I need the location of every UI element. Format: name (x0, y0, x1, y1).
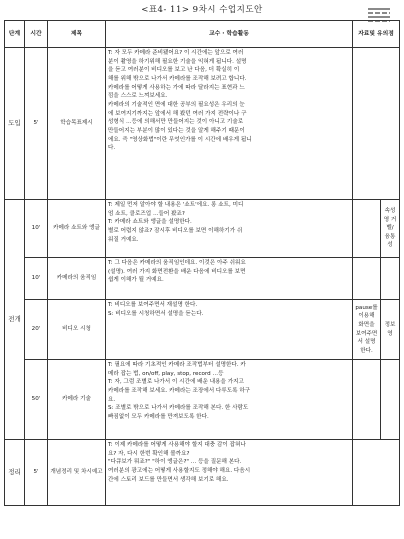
subject-cell: 학습목표제시 (48, 48, 106, 200)
process-line: 을 듣고 여러분이 비디오를 보고 난 다음, 더 확실히 이 (108, 67, 240, 74)
process-line: 빠짐없이 모두 카메라를 만져보도록 한다. (108, 413, 209, 420)
process-line: T: 자 모두 카메라 준비됐어요? 이 시간에는 앞으로 여러 (108, 50, 244, 56)
process-line: T: 그 다음은 카메라의 움직임인데요. 이것은 아주 쉬워요 (108, 260, 246, 266)
process-line: 요? 자, 다시 한번 확인해 볼까요? (108, 450, 190, 457)
stage-intro: 도입 (5, 48, 25, 200)
time-cell: 20' (25, 300, 48, 360)
stage-close: 정리 (5, 440, 25, 506)
materials-cell (353, 258, 381, 300)
time-cell: 5' (25, 440, 48, 506)
process-cell (106, 440, 353, 506)
table-row (5, 48, 400, 200)
process-line: 쉽게 이해가 될 거예요. (108, 277, 164, 284)
time-cell: 10' (25, 200, 48, 258)
process-line: 별로 어렵지 않죠? 잠시후 비디오를 보면 이해하기가 쉬 (108, 227, 243, 234)
process-cell (106, 360, 353, 440)
process-line: 해를 위해 밖으로 나가서 카메라를 조작해 보려고 합니다. (108, 75, 247, 82)
time-cell: 5' (25, 48, 48, 200)
header-time: 시간 (25, 21, 48, 48)
process-line: 엄 쇼트, 클로즈업 …들어 봤죠? (108, 210, 185, 217)
header-materials: 자료및 유의점 (353, 21, 400, 48)
subject-cell: 카메라 기술 (48, 360, 106, 440)
materials-cell (353, 360, 381, 440)
process-line: 카메라를 조작해 보세요. 카메라는 조장에서 다루도록 하구 (108, 387, 251, 394)
table-row (5, 258, 400, 300)
process-line: T: 카메라 쇼트와 앵글을 설명한다. (108, 219, 192, 226)
materials-cell (353, 440, 400, 506)
materials-cell (381, 360, 400, 440)
subject-cell: 카메라의 움직임 (48, 258, 106, 300)
process-cell (106, 200, 353, 258)
materials-cell: pause를 이용해 화면을 보여주면서 설명한다. (353, 300, 381, 360)
process-line: 간에 스토리 보드를 만들면서 생각해 보기로 해요. (108, 476, 229, 483)
subject-cell: 개념정리 및 차시예고 (48, 440, 106, 506)
process-line: 에요. 즉 "영상화법"이란 무엇인가를 이 시간에 배우게 됩니 (108, 136, 252, 143)
process-line: 워질 거예요. (108, 236, 139, 243)
subject-cell: 카메라 쇼트와 앵글 (48, 200, 106, 258)
process-line: 카메라의 기술적인 면에 대한 공부의 필요성은 우리의 눈 (108, 101, 245, 108)
page-title: <표4- 11> 9차시 수업지도안 (141, 5, 263, 15)
process-line: 다. (108, 145, 116, 152)
process-line: 낌을 스스로 느껴보세요. (108, 93, 168, 100)
process-line: 분이 촬영을 하기위해 필요한 기술을 익혀게 됩니다. 설명 (108, 58, 247, 65)
process-line: T: 비디오를 보여주면서 재설명 한다. (108, 302, 198, 308)
process-cell (106, 48, 353, 200)
process-line: 에 보여지기까지는 앞에서 해 봤던 여러 가지 전략이나 구 (108, 110, 247, 117)
materials-cell (353, 48, 400, 200)
process-line: T: 자, 그럼 조별로 나가서 이 시간에 배운 내용을 가지고 (108, 379, 244, 386)
process-line: 메라 잡는 법, on/off, play, stop, record …등 (108, 370, 224, 377)
table-row (5, 440, 400, 506)
header-subject: 제목 (48, 21, 106, 48)
materials-cell (353, 200, 381, 258)
process-line: S: 조별로 밖으로 나가서 카메라를 조작해 본다. 한 사람도 (108, 405, 249, 412)
table-row (5, 300, 400, 360)
table-row (5, 200, 400, 258)
process-cell (106, 258, 353, 300)
process-line: 여러분의 광고에는 어떻게 사용할지도 정해야 해요. 다음시 (108, 467, 251, 474)
materials-extra-cell: 정보영 (381, 300, 400, 360)
process-line: 요. (108, 396, 116, 403)
process-line: "다큐보가 뭐죠?" "하이 앵글은?" … 등을 질문해 본다. (108, 459, 242, 466)
header-row (5, 21, 400, 48)
process-line: 카메라를 어떻게 사용하는 가에 따라 달라지는 표현과 느 (108, 84, 245, 91)
header-stage: 단계 (5, 21, 25, 48)
process-line: T: 이제 카메라를 어떻게 사용해야 할지 대충 감이 잡혀나 (108, 442, 246, 448)
process-line: 만들어지는 부분이 많이 있다는 것을 알게 해주기 때문이 (108, 127, 245, 134)
process-cell (106, 300, 353, 360)
process-line: S: 비디오를 시청하면서 설명을 듣는다. (108, 310, 204, 317)
lesson-plan-table (4, 20, 400, 506)
process-line: T: 필요에 따라 기초적인 카메라 조작법부터 설명한다. 카 (108, 362, 246, 368)
process-line: 성형식 …등에 의해서만 만들어지는 것이 아니고 기술로 (108, 119, 244, 126)
materials-cell: 속성영 거벨/ 융통성 (381, 200, 400, 258)
materials-cell (381, 258, 400, 300)
time-cell: 10' (25, 258, 48, 300)
table-row (5, 360, 400, 440)
process-line: (설명). 여러 가지 화면전환을 배운 다음에 비디오를 보면 (108, 268, 246, 275)
stage-dev: 전개 (5, 200, 25, 440)
time-cell: 50' (25, 360, 48, 440)
subject-cell: 비디오 시청 (48, 300, 106, 360)
process-line: T: 제일 먼저 알아야 할 내용은 '쇼트'에요. 롱 쇼트, 미디 (108, 202, 244, 208)
header-process: 교수 · 학습활동 (106, 21, 353, 48)
